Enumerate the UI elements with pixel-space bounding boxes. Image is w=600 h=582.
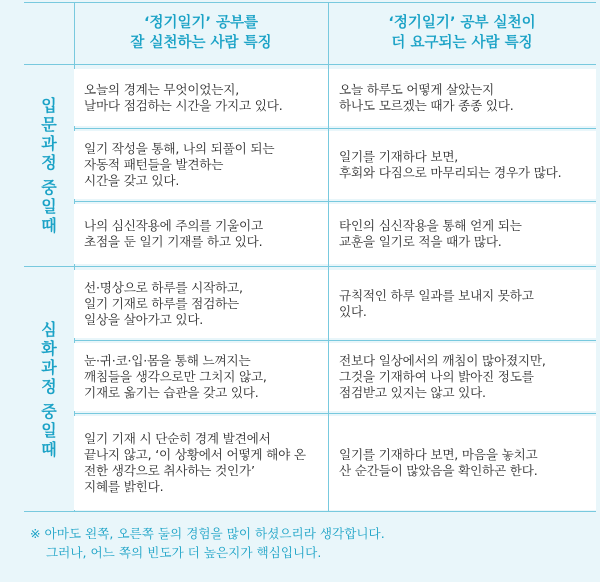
- comparison-table: [24, 2, 596, 512]
- cell-beginner-1-left: 오늘의 경계는 무엇이었는지, 날마다 점검하는 시간을 가지고 있다.: [74, 69, 328, 126]
- header-left-line1: ‘정기일기’ 공부를: [143, 15, 259, 31]
- label-char: 때: [41, 440, 57, 459]
- header-right-line2: 더 요구되는 사람 특징: [391, 35, 533, 51]
- header-divider: [24, 64, 596, 65]
- row-divider: [74, 128, 596, 129]
- label-char: 입: [41, 95, 57, 115]
- label-char: 과: [41, 358, 57, 377]
- row-divider: [74, 413, 596, 414]
- label-char: 정: [41, 377, 57, 396]
- label-char: 중: [41, 177, 57, 197]
- header-left-line2: 잘 실천하는 사람 특징: [130, 35, 272, 51]
- cell-beginner-3-right: 타인의 심신작용을 통해 얻게 되는 교훈을 일기로 적을 때가 많다.: [329, 204, 596, 264]
- label-char: 일: [41, 421, 57, 440]
- header-needs-practice: [328, 2, 596, 64]
- cell-beginner-2-right: 일기를 기재하다 보면, 후회와 다짐으로 마무리되는 경우가 많다.: [329, 131, 596, 199]
- section-divider: [24, 266, 596, 267]
- cell-advanced-3-left: 일기 기재 시 단순히 경계 발견에서 끝나지 않고, ‘이 상황에서 어떻게 해야 온 전한 생각으로 취사하는 것인가’ 지혜를 밝힌다.: [74, 416, 328, 510]
- label-char: 때: [41, 215, 57, 235]
- cell-advanced-1-left: 선·명상으로 하루를 시작하고, 일기 기재로 하루를 점검하는 일상을 살아가고 있다.: [74, 270, 328, 338]
- label-char: 중: [41, 402, 57, 421]
- section-label-advanced: [24, 267, 74, 512]
- cell-advanced-2-right: 전보다 일상에서의 깨침이 많아졌지만, 그것을 기재하여 나의 밝아진 정도를 점검받고 있지는 않고 있다.: [329, 343, 596, 411]
- label-char: 화: [41, 339, 57, 358]
- row-divider: [74, 201, 596, 202]
- label-char: 일: [41, 196, 57, 216]
- label-char: 정: [41, 152, 57, 172]
- cell-advanced-2-left: 눈·귀·코·입·몸을 통해 느껴지는 깨침들을 생각으로만 그치지 않고, 기재로 옮기는 습관을 갖고 있다.: [74, 343, 328, 411]
- label-char: 문: [41, 114, 57, 134]
- cell-advanced-1-right: 규칙적인 하루 일과를 보내지 못하고 있다.: [329, 270, 596, 338]
- row-divider: [74, 340, 596, 341]
- label-char: 과: [41, 133, 57, 153]
- cell-beginner-2-left: 일기 작성을 통해, 나의 되풀이 되는 자동적 패턴들을 발견하는 시간을 갖고 있다.: [74, 131, 328, 199]
- cell-beginner-3-left: 나의 심신작용에 주의를 기울이고 초점을 둔 일기 기재를 하고 있다.: [74, 204, 328, 264]
- footnote-line2: 그러나, 어느 쪽의 빈도가 더 높은지가 핵심입니다.: [46, 545, 322, 560]
- header-right-line1: ‘정기일기’ 공부 실천이: [388, 15, 536, 31]
- section-label-beginner: [24, 65, 74, 265]
- footnote-line1: ※ 아마도 왼쪽, 오른쪽 둘의 경험을 많이 하셨으리라 생각합니다.: [30, 526, 385, 541]
- table-bottom-border: [24, 511, 596, 512]
- footnote: [30, 524, 590, 562]
- label-char: 심: [41, 320, 57, 339]
- header-good-practice: [74, 2, 328, 64]
- cell-advanced-3-right: 일기를 기재하다 보면, 마음을 놓치고 산 순간들이 많았음을 확인하곤 한다.: [329, 416, 596, 510]
- cell-beginner-1-right: 오늘 하루도 어떻게 살았는지 하나도 모르겠는 때가 종종 있다.: [329, 69, 596, 126]
